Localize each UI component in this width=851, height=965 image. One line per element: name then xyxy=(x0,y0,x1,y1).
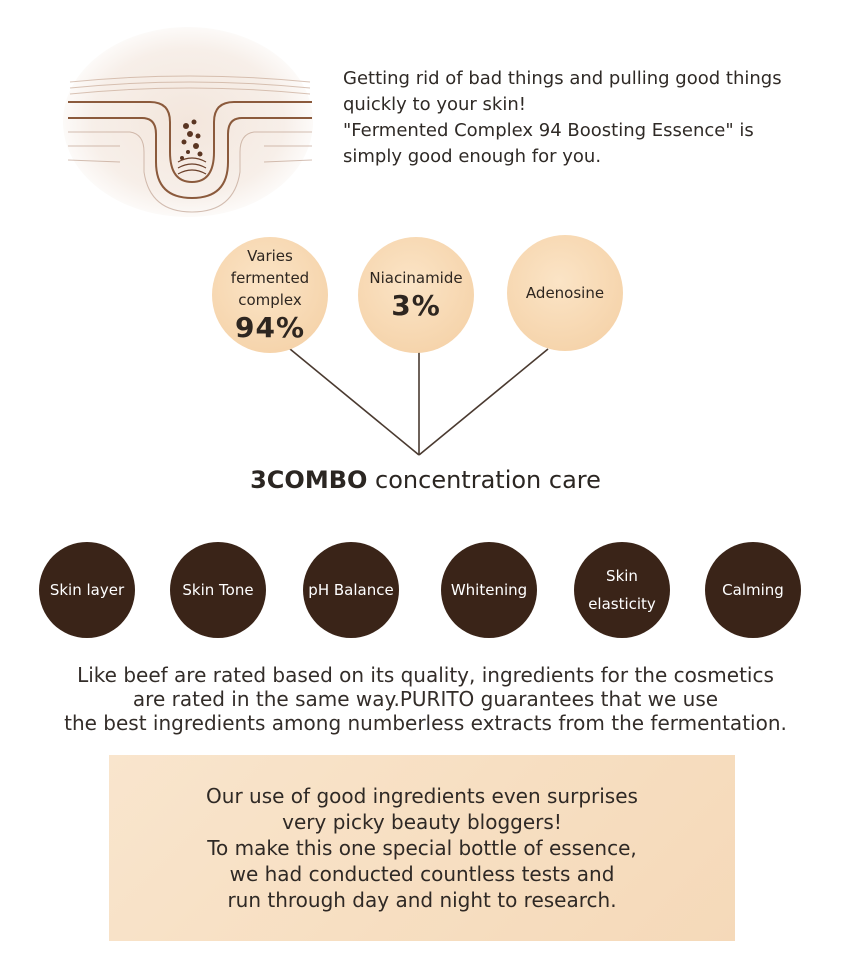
note-line: very picky beauty bloggers! xyxy=(282,810,562,834)
note-line: we had conducted countless tests and xyxy=(229,862,615,886)
benefit-ph-balance xyxy=(303,542,399,638)
note-line: run through day and night to research. xyxy=(227,888,617,912)
ingredient-connector-lines xyxy=(0,0,851,470)
benefit-skin-layer xyxy=(39,542,135,638)
ingredient-label: Varies xyxy=(247,247,293,265)
paragraph-line: the best ingredients among numberless extracts from the fermentation. xyxy=(64,711,787,735)
paragraph-line: are rated in the same way.PURITO guarantees that we use xyxy=(132,687,719,711)
ingredient-label: fermented xyxy=(230,269,310,287)
combo-bold: 3COMBO xyxy=(250,466,368,494)
intro-line: "Fermented Complex 94 Boosting Essence" is xyxy=(343,120,754,141)
combo-rest: concentration care xyxy=(367,466,601,494)
benefit-skin-elasticity xyxy=(574,542,670,638)
benefit-calming xyxy=(705,542,801,638)
paragraph-line: Like beef are rated based on its quality, ingredients for the cosmetics xyxy=(77,663,774,687)
intro-line: Getting rid of bad things and pulling good things xyxy=(343,68,782,89)
benefit-label: elasticity xyxy=(588,595,656,613)
benefit-label: Calming xyxy=(722,581,784,599)
research-note-box xyxy=(109,755,735,941)
benefit-skin-tone xyxy=(170,542,266,638)
benefit-label: Skin layer xyxy=(49,581,125,599)
benefit-whitening xyxy=(441,542,537,638)
ingredient-percent: 94% xyxy=(234,311,306,344)
benefit-label: pH Balance xyxy=(308,581,394,599)
benefit-label: Whitening xyxy=(450,581,528,599)
ingredient-label: Niacinamide xyxy=(369,269,463,287)
benefit-label: Skin xyxy=(606,567,638,585)
note-line: To make this one special bottle of essence, xyxy=(207,836,637,860)
combo-heading xyxy=(0,466,851,494)
ingredient-label: Adenosine xyxy=(525,284,605,302)
intro-line: simply good enough for you. xyxy=(343,146,602,167)
ingredient-percent: 3% xyxy=(391,289,441,322)
note-line: Our use of good ingredients even surprises xyxy=(206,784,638,808)
benefit-label: Skin Tone xyxy=(182,581,254,599)
ingredient-adenosine xyxy=(507,235,623,351)
ingredient-fermented-complex xyxy=(212,237,328,353)
quality-paragraph xyxy=(0,663,851,735)
intro-line: quickly to your skin! xyxy=(343,94,526,115)
ingredient-label: complex xyxy=(238,291,302,309)
ingredient-niacinamide xyxy=(358,237,474,353)
